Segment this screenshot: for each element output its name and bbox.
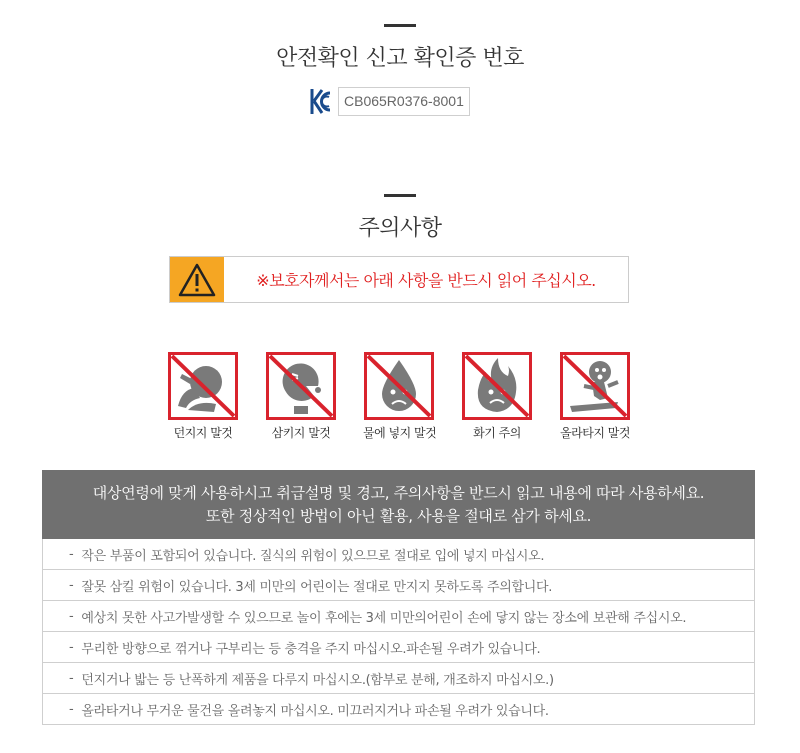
pictogram-label: 던지지 말것 bbox=[173, 426, 233, 440]
kc-section-title: 안전확인 신고 확인증 번호 bbox=[276, 46, 524, 71]
section-divider bbox=[384, 24, 416, 27]
list-item: - 예상치 못한 사고가발생할 수 있으므로 놀이 후에는 3세 미만의어린이 손에 닿지 않는 장소에 보관해 주십시오. bbox=[43, 601, 754, 632]
no-fire-icon bbox=[462, 352, 532, 420]
kc-logo-icon bbox=[310, 87, 332, 116]
section-divider bbox=[384, 194, 416, 197]
notice-header bbox=[42, 470, 755, 539]
list-item: - 작은 부품이 포함되어 있습니다. 질식의 위험이 있으므로 절대로 입에 넣지 마십시오. bbox=[43, 539, 754, 570]
no-swallowing-icon bbox=[266, 352, 336, 420]
no-throwing-icon bbox=[168, 352, 238, 420]
pictogram-label: 물에 넣지 말것 bbox=[363, 426, 437, 440]
pictogram-label: 삼키지 말것 bbox=[271, 426, 331, 440]
caution-section-title: 주의사항 bbox=[358, 216, 442, 241]
no-climbing-icon bbox=[560, 352, 630, 420]
kc-certification bbox=[310, 87, 470, 116]
guardian-warning-text: ※보호자께서는 아래 사항을 반드시 읽어 주십시오. bbox=[256, 271, 596, 290]
certification-number: CB065R0376-8001 bbox=[338, 87, 470, 116]
guardian-warning-box bbox=[169, 256, 629, 303]
pictogram-no-water bbox=[363, 352, 435, 441]
pictogram-no-throwing bbox=[167, 352, 239, 441]
notice-header-line1: 대상연령에 맞게 사용하시고 취급설명 및 경고, 주의사항을 반드시 읽고 내용에 따라 사용하세요. bbox=[92, 483, 705, 502]
warning-icon bbox=[170, 257, 224, 302]
pictogram-label: 화기 주의 bbox=[473, 426, 521, 440]
list-item: - 던지거나 밟는 등 난폭하게 제품을 다루지 마십시오.(함부로 분해, 개조하지 마십시오.) bbox=[43, 663, 754, 694]
notice-list bbox=[42, 539, 755, 725]
pictogram-row bbox=[167, 352, 633, 447]
pictogram-label: 올라타지 말것 bbox=[560, 426, 630, 440]
pictogram-no-climbing bbox=[559, 352, 631, 441]
list-item: - 잘못 삼킬 위험이 있습니다. 3세 미만의 어린이는 절대로 만지지 못하도록 주의합니다. bbox=[43, 570, 754, 601]
list-item: - 무리한 방향으로 꺾거나 구부리는 등 충격을 주지 마십시오.파손될 우려가 있습니다. bbox=[43, 632, 754, 663]
list-item: - 올라타거나 무거운 물건을 올려놓지 마십시오. 미끄러지거나 파손될 우려가 있습니다. bbox=[43, 694, 754, 725]
pictogram-no-swallowing bbox=[265, 352, 337, 441]
pictogram-fire-caution bbox=[461, 352, 533, 441]
notice-header-line2: 또한 정상적인 방법이 아닌 활용, 사용을 절대로 삼가 하세요. bbox=[205, 506, 592, 525]
no-water-icon bbox=[364, 352, 434, 420]
